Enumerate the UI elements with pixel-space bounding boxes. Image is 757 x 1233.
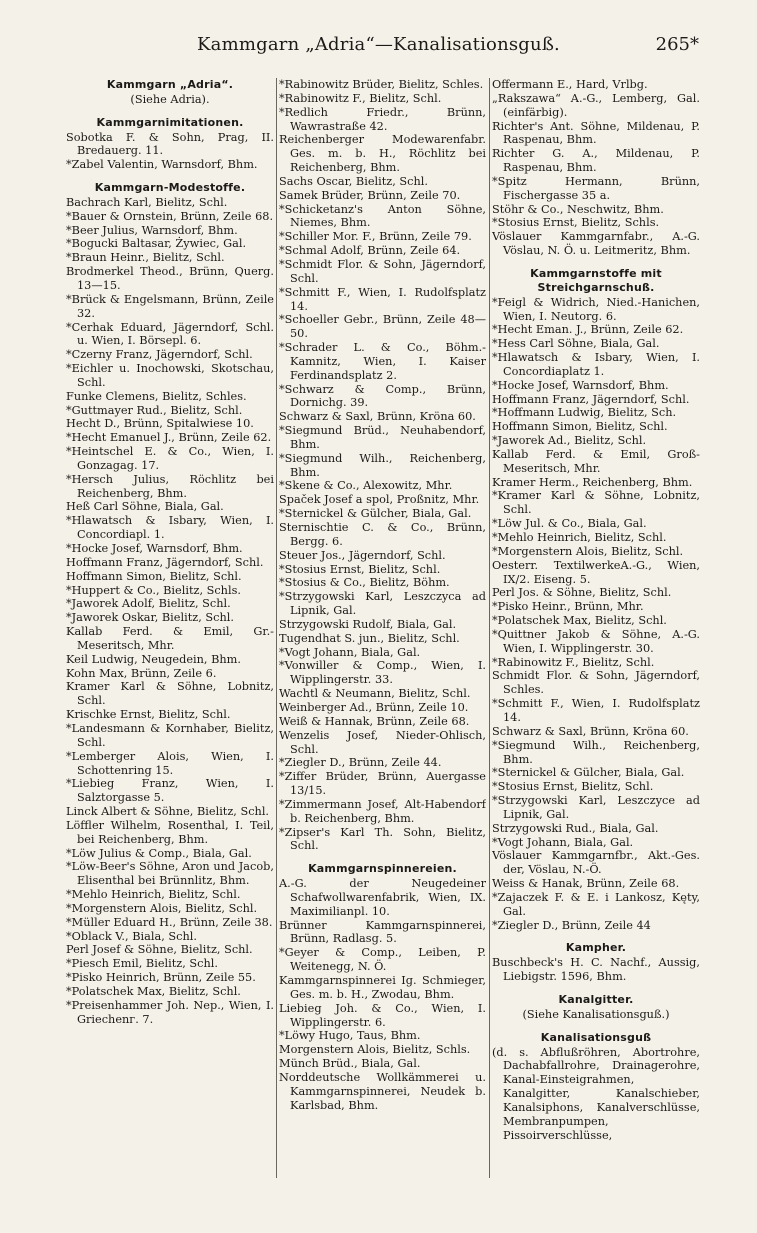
directory-entry: *Mehlo Heinrich, Bielitz, Schl. bbox=[492, 531, 667, 544]
directory-entry: *Schoeller Gebr., Brünn, Zeile 48—50. bbox=[279, 313, 486, 341]
directory-entry: *Löwy Hugo, Taus, Bhm. bbox=[279, 1029, 421, 1043]
directory-entry: Buschbeck's H. C. Nachf., Aussig, Liebigstr. 1596, Bhm. bbox=[492, 956, 700, 984]
directory-entry: Brodmerkel Theod., Brünn, Querg. 13—15. bbox=[66, 265, 274, 292]
directory-entry: *Zajaczek F. & E. i Lankosz, Kęty, Gal. bbox=[492, 890, 700, 918]
directory-entry: *Hersch Julius, Röchlitz bei Reichenberg, Bhm. bbox=[66, 472, 274, 500]
cross-reference-note: (Siehe Kanalisationsguß.) bbox=[522, 1007, 670, 1021]
directory-entry: Schwarz & Saxl, Brünn, Kröna 60. bbox=[492, 724, 689, 738]
directory-entry: *Siegmund Wilh., Reichenberg, Bhm. bbox=[492, 738, 700, 766]
directory-entry: „Rakszawa“ A.-G., Lemberg, Gal. (einfärbig). bbox=[492, 91, 700, 119]
directory-entry: *Schwarz & Comp., Brünn, Dornichg. 39. bbox=[279, 382, 486, 410]
directory-entry: Richter G. A., Mildenau, P. Raspenau, Bhm. bbox=[492, 147, 700, 175]
directory-entry: Offermann E., Hard, Vrlbg. bbox=[492, 78, 648, 91]
directory-entry: A.-G. der Neugedeiner Schafwollwarenfabrik, Wien, IX. Maximilianpl. 10. bbox=[279, 877, 486, 918]
directory-entry: *Spitz Hermann, Brünn, Fischergasse 35 a. bbox=[492, 174, 700, 202]
directory-entry: Sachs Oscar, Bielitz, Schl. bbox=[279, 174, 428, 188]
directory-entry: *Preisenhammer Joh. Nep., Wien, I. Griechenг. 7. bbox=[66, 998, 274, 1026]
directory-entry: Wachtl & Neumann, Bielitz, Schl. bbox=[279, 687, 471, 701]
directory-entry: Bachrach Karl, Bielitz, Schl. bbox=[66, 195, 228, 209]
section-heading: Kammgarn-Modestoffe. bbox=[94, 181, 246, 195]
directory-entry: *Sternickel & Gülcher, Biala, Gal. bbox=[279, 507, 472, 521]
directory-entry: *Polatschek Max, Bielitz, Schl. bbox=[66, 985, 241, 998]
directory-entry: *Schmitt F., Wien, I. Rudolfsplatz 14. bbox=[492, 697, 700, 724]
directory-entry: Löffler Wilhelm, Rosenthal, I. Teil, bei Reichenberg, Bhm. bbox=[66, 818, 274, 846]
directory-entry: *Löw-Beer's Söhne, Aron und Jacob, Elisenthal bei Brünnlitz, Bhm. bbox=[66, 860, 274, 888]
directory-entry: *Rabinowitz F., Bielitz, Schl. bbox=[492, 655, 655, 669]
directory-entry: *Strzygowski Karl, Leszczyca ad Lipnik, Gal. bbox=[279, 590, 486, 618]
directory-entry: *Löw Julius & Comp., Biala, Gal. bbox=[66, 846, 252, 860]
directory-entry: *Jaworek Adolf, Bielitz, Schl. bbox=[66, 597, 231, 611]
directory-entry: *Liebieg Franz, Wien, I. Salztorgasse 5. bbox=[66, 777, 274, 805]
directory-entry: Strzygowski Rud., Biala, Gal. bbox=[492, 821, 659, 835]
directory-entry: Kallab Ferd. & Emil, Groß-Meseritsch, Mhr. bbox=[492, 447, 700, 475]
directory-entry: *Cerhak Eduard, Jägerndorf, Schl. u. Wien, I. Börsepl. 6. bbox=[66, 320, 274, 348]
section-heading: Kammgarn „Adria“. bbox=[106, 78, 234, 91]
directory-entry: Münch Brüd., Biala, Gal. bbox=[279, 1057, 421, 1071]
directory-entry: *Hlawatsch & Isbary, Wien, I. Concordiapl. 1. bbox=[66, 514, 274, 542]
directory-entry: Kramer Karl & Söhne, Lobnitz, Schl. bbox=[66, 680, 274, 708]
directory-entry: *Zimmermann Josef, Alt-Habendorf b. Reichenberg, Bhm. bbox=[279, 797, 486, 825]
directory-entry: *Vonwiller & Comp., Wien, I. Wipplingerstr. 33. bbox=[279, 659, 486, 687]
directory-entry: *Lemberger Alois, Wien, I. Schottenring 15. bbox=[66, 749, 274, 777]
directory-entry: *Jaworek Ad., Bielitz, Schl. bbox=[492, 434, 647, 448]
directory-entry: Weinberger Ad., Brünn, Zeile 10. bbox=[279, 700, 469, 714]
directory-entry: *Hess Carl Söhne, Biala, Gal. bbox=[492, 337, 660, 351]
section-heading: Kanalisationsguß bbox=[540, 1030, 652, 1044]
directory-entry: *Hlawatsch & Isbary, Wien, I. Concordiaplatz 1. bbox=[492, 351, 700, 378]
directory-entry: *Redlich Friedr., Brünn, Wawrastraße 42. bbox=[279, 105, 486, 133]
directory-entry: *Huppert & Co., Bielitz, Schls. bbox=[66, 583, 241, 597]
column-divider bbox=[489, 78, 490, 1178]
directory-entry: *Schrader L. & Co., Böhm.-Kamnitz, Wien, I. Kaiser Ferdinandsplatz 2. bbox=[279, 341, 486, 382]
directory-entry: *Pisko Heinr., Brünn, Mhr. bbox=[492, 600, 644, 614]
directory-columns bbox=[66, 78, 701, 1178]
directory-entry: Schmidt Flor. & Sohn, Jägerndorf, Schles. bbox=[492, 669, 700, 697]
directory-entry: *Vogt Johann, Biala, Gal. bbox=[492, 835, 634, 849]
section-heading: Kammgarnstoffe mit Streichgarnschuß. bbox=[530, 266, 662, 294]
directory-entry: *Schiller Mor. F., Brünn, Zeile 79. bbox=[279, 230, 472, 244]
directory-entry: Richter's Ant. Söhne, Mildenau, P. Raspenau, Bhm. bbox=[492, 119, 700, 147]
directory-entry: Funke Clemens, Bielitz, Schles. bbox=[66, 389, 247, 403]
directory-entry: *Landesmann & Kornhaber, Bielitz, Schl. bbox=[66, 721, 274, 749]
directory-entry: *Hecht Emanuel J., Brünn, Zeile 62. bbox=[66, 431, 272, 445]
directory-entry: *Skene & Co., Alexowitz, Mhr. bbox=[279, 479, 453, 493]
directory-entry: *Guttmayer Rud., Bielitz, Schl. bbox=[66, 403, 243, 417]
directory-entry: *Braun Heinr., Bielitz, Schl. bbox=[66, 251, 225, 265]
directory-entry: *Heintschel E. & Co., Wien, I. Gonzagag. 17. bbox=[66, 445, 274, 472]
directory-entry: Vöslauer Kammgarnfbr., Akt.-Ges. der, Vöslau, N.-Ö. bbox=[492, 849, 700, 877]
directory-entry: Sternischtie C. & Co., Brünn, Bergg. 6. bbox=[279, 521, 486, 548]
directory-entry: Strzygowski Rudolf, Biala, Gal. bbox=[279, 617, 457, 631]
directory-entry: *Stosius Ernst, Bielitz, Schls. bbox=[492, 216, 660, 230]
directory-entry: Reichenberger Modewarenfabr. Ges. m. b. H., Röchlitz bei Reichenberg, Bhm. bbox=[279, 133, 486, 175]
directory-entry: Linck Albert & Söhne, Bielitz, Schl. bbox=[66, 805, 270, 819]
directory-entry: *Geyer & Comp., Leiben, P. Weitenegg, N. Ö. bbox=[279, 946, 486, 974]
directory-entry: *Ziegler D., Brünn, Zeile 44. bbox=[279, 756, 442, 770]
directory-entry: Weiss & Hanak, Brünn, Zeile 68. bbox=[492, 877, 680, 891]
directory-entry: Krischke Ernst, Bielitz, Schl. bbox=[66, 708, 231, 722]
directory-entry: Steuer Jos., Jägerndorf, Schl. bbox=[279, 548, 446, 562]
directory-entry: Perl Jos. & Söhne, Bielitz, Schl. bbox=[492, 586, 672, 600]
directory-entry: *Zabel Valentin, Warnsdorf, Bhm. bbox=[66, 158, 258, 172]
directory-entry: *Rabinowitz F., Bielitz, Schl. bbox=[279, 91, 442, 105]
directory-entry: *Vogt Johann, Biala, Gal. bbox=[279, 645, 421, 659]
directory-entry: *Ziegler D., Brünn, Zeile 44 bbox=[492, 918, 651, 932]
directory-entry: Hecht D., Brünn, Spitalwiese 10. bbox=[66, 417, 254, 431]
directory-entry: *Pisko Heinrich, Brünn, Zeile 55. bbox=[66, 971, 256, 985]
directory-entry: *Stosius & Co., Bielitz, Böhm. bbox=[279, 576, 450, 590]
directory-entry: (d. s. Abflußröhren, Abortrohre, Dachabfallrohre, Drainagerohre, Kanal-Einsteigrahmen, Kanalgitter, Kanalschieber, Kanalsiphons, Kanalverschlüsse, Membranpumpen, Pissoirverschlüsse, bbox=[492, 1045, 700, 1142]
directory-entry: *Bogucki Baltasar, Żywiec, Gal. bbox=[66, 237, 247, 251]
directory-entry: Hoffmann Simon, Bielitz, Schl. bbox=[492, 420, 668, 434]
directory-entry: *Feigl & Widrich, Nied.-Hanichen, Wien, I. Neutorg. 6. bbox=[492, 295, 700, 323]
directory-entry: Kohn Max, Brünn, Zeile 6. bbox=[66, 666, 217, 680]
directory-entry: Morgenstern Alois, Bielitz, Schls. bbox=[279, 1043, 471, 1057]
directory-entry: Liebieg Joh. & Co., Wien, I. Wipplingerstr. 6. bbox=[279, 1001, 486, 1029]
directory-entry: Hoffmann Franz, Jägerndorf, Schl. bbox=[66, 555, 264, 569]
page-number: 265* bbox=[655, 34, 699, 55]
directory-entry: Stöhr & Co., Neschwitz, Bhm. bbox=[492, 202, 664, 216]
section-heading: Kanalgitter. bbox=[558, 993, 634, 1006]
directory-entry: *Brück & Engelsmann, Brünn, Zeile 32. bbox=[66, 292, 274, 320]
directory-entry: *Schmal Adolf, Brünn, Zeile 64. bbox=[279, 244, 461, 258]
directory-entry: *Jaworek Oskar, Bielitz, Schl. bbox=[66, 611, 234, 625]
directory-entry: *Hoffmann Ludwig, Bielitz, Sch. bbox=[492, 406, 677, 420]
directory-entry: *Piesch Emil, Bielitz, Schl. bbox=[66, 957, 218, 971]
column-divider bbox=[276, 78, 277, 1178]
directory-entry: *Bauer & Ornstein, Brünn, Zeile 68. bbox=[66, 209, 274, 223]
running-title: Kammgarn „Adria“—Kanalisationsguß. bbox=[197, 34, 560, 55]
directory-entry: Kallab Ferd. & Emil, Gr.-Meseritsch, Mhr. bbox=[66, 625, 274, 652]
section-heading: Kammgarnspinnereien. bbox=[308, 862, 457, 876]
directory-entry: Sobotka F. & Sohn, Prag, II. Bredauerg. 11. bbox=[66, 130, 274, 158]
directory-entry: Oesterr. TextilwerkeA.-G., Wien, IX/2. Eiseng. 5. bbox=[492, 558, 700, 586]
directory-entry: *Mehlo Heinrich, Bielitz, Schl. bbox=[66, 888, 241, 902]
directory-entry: *Strzygowski Karl, Leszczyce ad Lipnik, Gal. bbox=[492, 794, 700, 821]
directory-entry: Hoffmann Simon, Bielitz, Schl. bbox=[66, 569, 242, 583]
directory-entry: *Löw Jul. & Co., Biala, Gal. bbox=[492, 517, 647, 531]
directory-entry: *Czerny Franz, Jägerndorf, Schl. bbox=[66, 348, 253, 362]
directory-entry: Heß Carl Söhne, Biala, Gal. bbox=[66, 500, 224, 514]
directory-entry: *Hocke Josef, Warnsdorf, Bhm. bbox=[66, 542, 243, 555]
directory-entry: *Schmitt F., Wien, I. Rudolfsplatz 14. bbox=[279, 285, 486, 313]
column-right bbox=[492, 78, 700, 1178]
directory-entry: *Ziffer Brüder, Brünn, Auergasse 13/15. bbox=[279, 770, 486, 798]
directory-entry: *Quittner Jakob & Söhne, A.-G. Wien, I. Wipplingerstr. 30. bbox=[492, 627, 700, 655]
directory-entry: Hoffmann Franz, Jägerndorf, Schl. bbox=[492, 392, 690, 406]
section-heading: Kampher. bbox=[565, 941, 627, 955]
directory-entry: *Stosius Ernst, Bielitz, Schl. bbox=[279, 562, 441, 576]
directory-entry: *Müller Eduard H., Brünn, Zeile 38. bbox=[66, 915, 273, 929]
directory-entry: *Schmidt Flor. & Sohn, Jägerndorf, Schl. bbox=[279, 257, 486, 285]
directory-entry: *Morgenstern Alois, Bielitz, Schl. bbox=[66, 901, 258, 915]
directory-entry: Wenzelis Josef, Nieder-Ohlisch, Schl. bbox=[279, 728, 486, 756]
directory-entry: Tugendhat S. jun., Bielitz, Schl. bbox=[279, 631, 460, 645]
directory-entry: *Hocke Josef, Warnsdorf, Bhm. bbox=[492, 378, 669, 392]
page-header bbox=[0, 30, 757, 60]
directory-entry: *Kramer Karl & Söhne, Lobnitz, Schl. bbox=[492, 489, 700, 517]
directory-entry: Weiß & Hannak, Brünn, Zeile 68. bbox=[279, 714, 470, 728]
directory-entry: *Beer Julius, Warnsdorf, Bhm. bbox=[66, 223, 238, 237]
directory-entry: *Zipser's Karl Th. Sohn, Bielitz, Schl. bbox=[279, 825, 486, 853]
directory-entry: *Eichler u. Inochowski, Skotschau, Schl. bbox=[66, 362, 274, 389]
directory-entry: Norddeutsche Wollkämmerei u. Kammgarnspinnerei, Neudek b. Karlsbad, Bhm. bbox=[279, 1070, 486, 1112]
directory-entry: Schwarz & Saxl, Brünn, Kröna 60. bbox=[279, 410, 476, 424]
column-left bbox=[66, 78, 274, 1178]
directory-entry: *Schicketanz's Anton Söhne, Niemes, Bhm. bbox=[279, 202, 486, 230]
directory-entry: Vöslauer Kammgarnfabr., A.-G. Vöslau, N. Ö. u. Leitmeritz, Bhm. bbox=[492, 230, 700, 258]
directory-entry: Perl Josef & Söhne, Bielitz, Schl. bbox=[66, 943, 253, 957]
directory-entry: *Rabinowitz Brüder, Bielitz, Schles. bbox=[279, 78, 484, 91]
directory-entry: *Stosius Ernst, Bielitz, Schl. bbox=[492, 780, 654, 794]
directory-entry: Kammgarnspinnerei Ig. Schmieger, Ges. m. b. H., Zwodau, Bhm. bbox=[279, 974, 486, 1001]
directory-entry: *Siegmund Wilh., Reichenberg, Bhm. bbox=[279, 451, 486, 479]
directory-entry: *Hecht Eman. J., Brünn, Zeile 62. bbox=[492, 323, 684, 337]
directory-entry: *Oblack V., Biala, Schl. bbox=[66, 929, 197, 943]
directory-entry: Spaček Josef a spol, Proßnitz, Mhr. bbox=[279, 493, 480, 507]
directory-entry: Keil Ludwig, Neugedein, Bhm. bbox=[66, 652, 241, 666]
cross-reference-note: (Siehe Adria). bbox=[130, 92, 210, 106]
directory-entry: Kramer Herm., Reichenberg, Bhm. bbox=[492, 475, 693, 489]
directory-entry: *Siegmund Brüd., Neuhabendorf, Bhm. bbox=[279, 424, 486, 451]
directory-entry: Samek Brüder, Brünn, Zeile 70. bbox=[279, 188, 461, 202]
directory-entry: *Sternickel & Gülcher, Biala, Gal. bbox=[492, 766, 685, 780]
section-heading: Kammgarnimitationen. bbox=[96, 115, 244, 129]
directory-entry: *Morgenstern Alois, Bielitz, Schl. bbox=[492, 544, 684, 558]
column-middle bbox=[279, 78, 486, 1178]
directory-entry: Brünner Kammgarnspinnerei, Brünn, Radlasg. 5. bbox=[279, 918, 486, 946]
directory-entry: *Polatschek Max, Bielitz, Schl. bbox=[492, 614, 667, 628]
